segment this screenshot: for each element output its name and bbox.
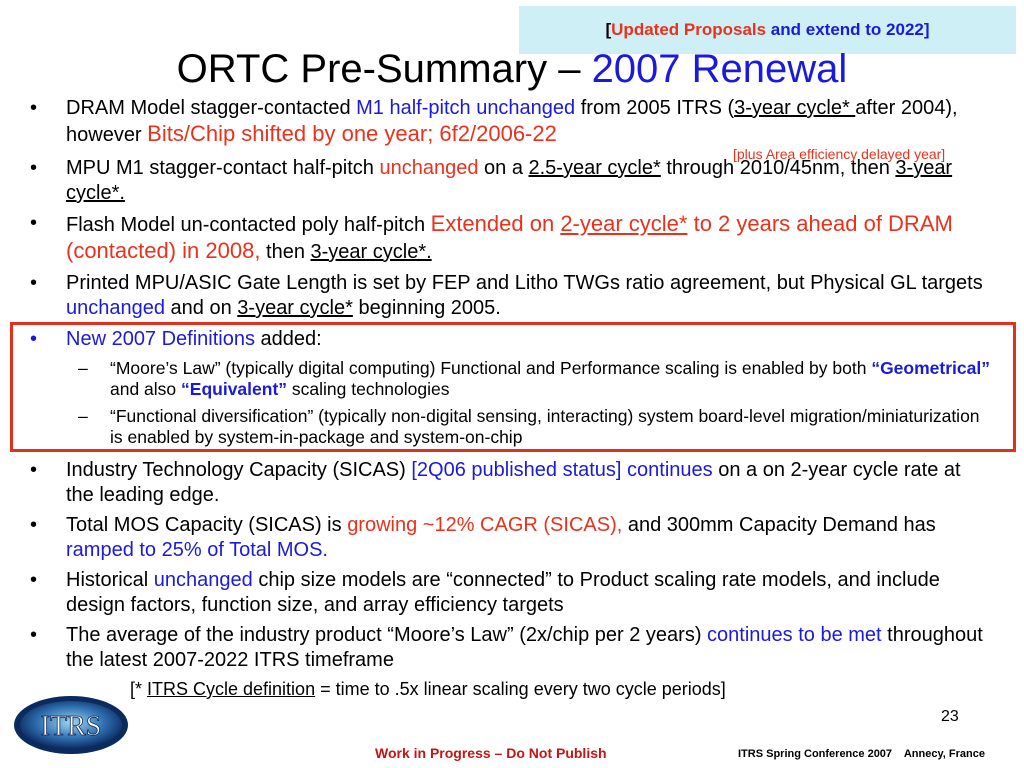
work-in-progress-label: Work in Progress – Do Not Publish [375, 745, 607, 761]
bullet-text: DRAM Model stagger-contacted [66, 97, 357, 119]
bullet-dot: • [30, 328, 38, 350]
sub-bullet-text: and also [110, 379, 182, 399]
bullet-dot: • [30, 624, 38, 646]
bullet-underlined: 2.5-year cycle* [528, 157, 661, 179]
bullet-historical-chip-size [30, 568, 986, 618]
bullet-highlight: to 2 years ahead of DRAM (contacted) in 2008, [66, 211, 953, 263]
bullet-text: Total MOS Capacity (SICAS) is [66, 514, 348, 536]
bullet-text: Printed MPU/ASIC Gate Length is set by FEP and Litho TWGs ratio agreement, but Physical GL targets [66, 272, 983, 294]
bullet-underlined: 3-year cycle*. [310, 241, 432, 263]
bullet-flash-model [30, 211, 986, 265]
bullet-text: chip size models are “connected” to Product scaling rate models, and include design factors, function size, and array efficiency targets [66, 569, 940, 616]
bullet-industry-average [30, 623, 986, 673]
bullet-total-mos [30, 513, 986, 563]
bullet-highlight: unchanged [66, 297, 165, 319]
bullet-text: on a on 2-year cycle rate at the leading edge. [66, 459, 961, 506]
bullet-highlight: growing ~12% CAGR (SICAS), [347, 514, 623, 536]
bullet-text: throughout the latest 2007-2022 ITRS timeframe [66, 624, 983, 671]
bullet-dot: • [30, 212, 38, 234]
bullet-highlight: continues to be met [707, 624, 882, 646]
bullet-highlight: Extended on [430, 211, 561, 236]
sub-bullet-text: “Functional diversification” (typically non-digital sensing, interacting) system board-level migration/miniaturization is enabled by system-in-package and system-on-chip [110, 406, 980, 447]
bullet-text: The average of the industry product “Moore’s Law” (2x/chip per 2 years) [66, 624, 708, 646]
title-main: ORTC Pre-Summary – [176, 47, 592, 91]
bullet-text: from 2005 ITRS ( [575, 97, 735, 119]
bullet-text: and 300mm Capacity Demand has [622, 514, 936, 536]
bullet-text: through 2010/45nm, then [660, 157, 896, 179]
bullet-text: Flash Model un-contacted poly half-pitch [66, 214, 431, 236]
page-number: 23 [941, 708, 959, 725]
slide-title [0, 42, 1024, 96]
sub-bullet-text: scaling technologies [287, 379, 450, 399]
banner-bracket: [ [605, 20, 612, 39]
bullet-text: Industry Technology Capacity (SICAS) [66, 459, 412, 481]
bullet-dot: • [30, 272, 38, 294]
bullet-highlight: ramped to 25% of Total MOS. [66, 539, 328, 561]
bullet-highlight: unchanged [379, 157, 479, 179]
bullet-text: Historical [66, 569, 154, 591]
bullet-text: then [260, 241, 311, 263]
bullet-highlight: [2Q06 published status] continues [411, 459, 713, 481]
bullet-highlight: New 2007 Definitions [66, 328, 255, 350]
bullet-underlined: 3-year cycle*. [66, 157, 953, 204]
bullet-dot: • [30, 97, 38, 119]
bullet-text: added: [255, 328, 322, 350]
sub-bullet-dash: – [78, 406, 88, 426]
bullet-dot: • [30, 514, 38, 536]
bullet-printed-mpu [30, 271, 986, 321]
bullet-underlined: 2-year cycle* [560, 211, 688, 236]
logo-text: ITRS [40, 711, 102, 742]
cycle-definition-footnote [130, 677, 726, 702]
bullet-highlight: unchanged [153, 569, 253, 591]
title-accent: 2007 Renewal [591, 47, 848, 91]
bullet-text: MPU M1 stagger-contact half-pitch [66, 157, 380, 179]
area-efficiency-note: [plus Area efficiency delayed year] [733, 146, 946, 162]
footnote-text: = time to .5x linear scaling every two cycle periods] [315, 679, 726, 699]
sub-bullet-highlight: “Geometrical” [871, 358, 990, 378]
bullet-text: beginning 2005. [352, 297, 501, 319]
footnote-text: [* [130, 679, 148, 699]
bullet-dot: • [30, 569, 38, 591]
bullet-highlight: Bits/Chip shifted by one year; 6f2/2006-22 [147, 121, 557, 146]
bullet-dot: • [30, 157, 38, 179]
sub-bullet-dash: – [78, 358, 88, 378]
bullet-dot: • [30, 459, 38, 481]
bullet-text: on a [478, 157, 529, 179]
bullet-text: after 2004), however [66, 97, 958, 146]
bullet-underlined: 3-year cycle* [237, 297, 353, 319]
bullet-mpu-m1 [30, 156, 986, 206]
sub-bullet-highlight: “Equivalent” [181, 379, 288, 399]
conference-label: ITRS Spring Conference 2007 Annecy, France [738, 748, 985, 760]
bullet-industry-capacity [30, 458, 986, 508]
new-definitions-highlight-box [10, 322, 1016, 452]
bullet-underlined: 3-year cycle* [734, 97, 856, 119]
bullet-highlight: M1 half-pitch unchanged [356, 97, 576, 119]
banner-rest-text: and extend to 2022] [766, 20, 930, 39]
banner-updated-text: Updated Proposals [611, 20, 767, 39]
footnote-underlined: ITRS Cycle definition [147, 679, 316, 699]
itrs-logo [12, 694, 130, 756]
bullet-text: and on [164, 297, 238, 319]
sub-bullet-text: “Moore’s Law” (typically digital computing) Functional and Performance scaling is enabled by both [110, 358, 872, 378]
bullet-dram-model [30, 96, 986, 162]
